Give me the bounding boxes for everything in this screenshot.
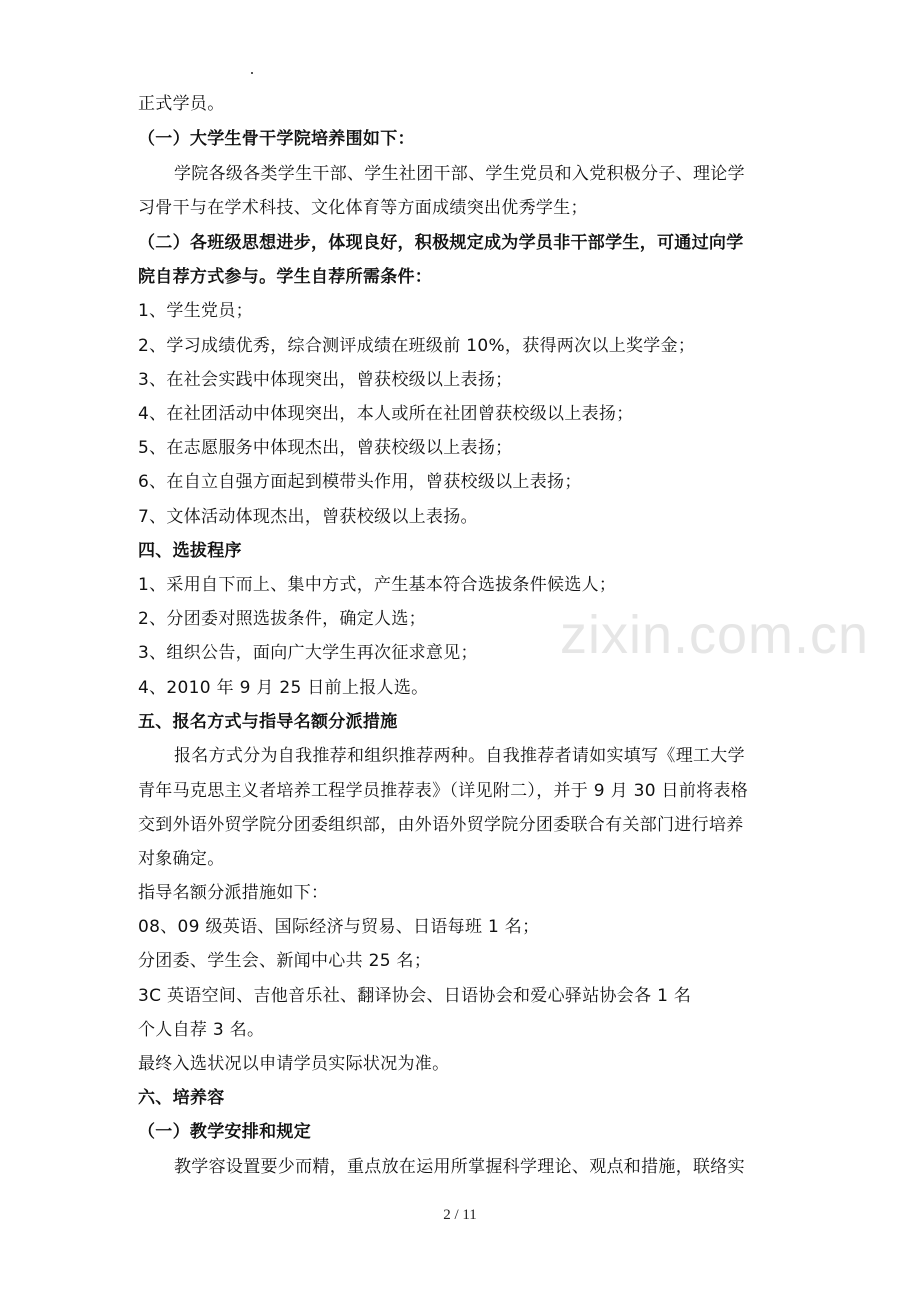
watermark: zixin.com.cn xyxy=(560,605,870,665)
text-line: 最终入选状况以申请学员实际状况为准。 xyxy=(138,1054,450,1074)
list-item: 6、在自立自强方面起到模带头作用，曾获校级以上表扬； xyxy=(138,472,582,492)
list-item: 5、在志愿服务中体现杰出，曾获校级以上表扬； xyxy=(138,438,513,458)
text-line: 指导名额分派措施如下： xyxy=(138,883,329,903)
list-item: 4、在社团活动中体现突出，本人或所在社团曾获校级以上表扬； xyxy=(138,404,634,424)
list-item: 3、在社会实践中体现突出，曾获校级以上表扬； xyxy=(138,370,513,390)
list-item: 4、2010 年 9 月 25 日前上报人选。 xyxy=(138,678,429,698)
list-item: 2、分团委对照选拔条件，确定人选； xyxy=(138,609,426,629)
text-line: 3C 英语空间、吉他音乐社、翻译协会、日语协会和爱心驿站协会各 1 名 xyxy=(138,986,692,1006)
text-line: 08、09 级英语、国际经济与贸易、日语每班 1 名； xyxy=(138,917,540,937)
paragraph-line: 教学容设置要少而精，重点放在运用所掌握科学理论、观点和措施，联络实 xyxy=(174,1157,745,1177)
list-item: 7、文体活动体现杰出，曾获校级以上表扬。 xyxy=(138,507,478,527)
paragraph-line: 学院各级各类学生干部、学生社团干部、学生党员和入党积极分子、理论学 xyxy=(174,164,745,184)
section-heading: 四、选拔程序 xyxy=(138,541,242,561)
list-item: 1、学生党员； xyxy=(138,301,253,321)
subheading: （一）教学安排和规定 xyxy=(138,1122,311,1142)
section-heading: 五、报名方式与指导名额分派措施 xyxy=(138,712,398,732)
list-item: 2、学习成绩优秀，综合测评成绩在班级前 10%，获得两次以上奖学金； xyxy=(138,336,696,356)
stray-dot xyxy=(251,72,253,74)
list-item: 1、采用自下而上、集中方式，产生基本符合选拔条件候选人； xyxy=(138,575,617,595)
subheading: 院自荐方式参与。学生自荐所需条件： xyxy=(138,267,433,287)
section-heading: 六、培养容 xyxy=(138,1088,225,1108)
text-line: 分团委、学生会、新闻中心共 25 名； xyxy=(138,951,432,971)
paragraph-line: 交到外语外贸学院分团委组织部，由外语外贸学院分团委联合有关部门进行培养 xyxy=(138,815,744,835)
paragraph-line: 青年马克思主义者培养工程学员推荐表》（详见附二），并于 9 月 30 日前将表格 xyxy=(138,781,749,801)
text-line: 正式学员。 xyxy=(138,94,225,114)
paragraph-line: 报名方式分为自我推荐和组织推荐两种。自我推荐者请如实填写《理工大学 xyxy=(174,746,745,766)
subheading: （一）大学生骨干学院培养围如下： xyxy=(138,129,415,149)
page-number: 2 / 11 xyxy=(443,1207,477,1223)
paragraph-line: 习骨干与在学术科技、文化体育等方面成绩突出优秀学生； xyxy=(138,198,588,218)
list-item: 3、组织公告，面向广大学生再次征求意见； xyxy=(138,643,478,663)
text-line: 个人自荐 3 名。 xyxy=(138,1020,265,1040)
subheading: （二）各班级思想进步，体现良好，积极规定成为学员非干部学生，可通过向学 xyxy=(138,233,744,253)
paragraph-line: 对象确定。 xyxy=(138,849,225,869)
